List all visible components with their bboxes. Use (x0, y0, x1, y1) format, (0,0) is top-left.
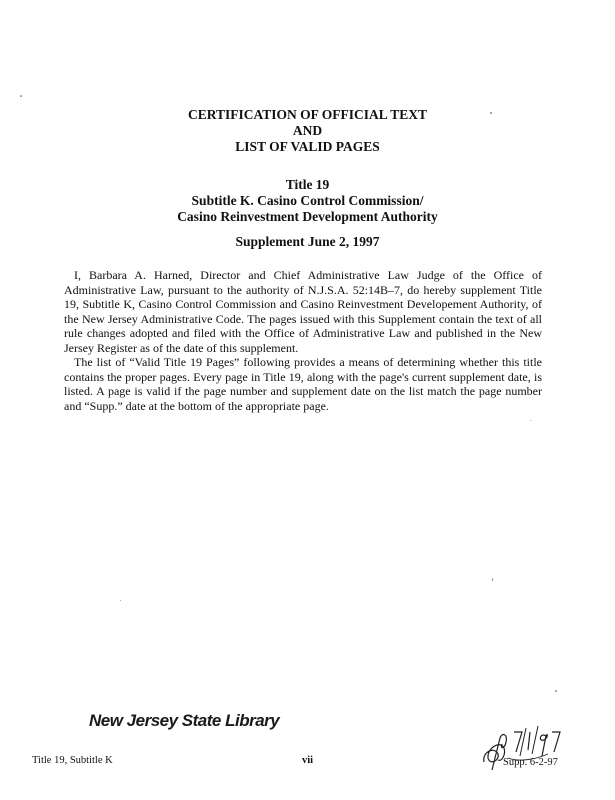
library-stamp: New Jersey State Library (89, 711, 280, 730)
scan-speck (20, 95, 22, 97)
certification-line-1: CERTIFICATION OF OFFICIAL TEXT (188, 107, 427, 122)
supplement-date (0, 234, 615, 250)
footer-supplement-date: Supp. 6-2-97 (503, 757, 558, 768)
scan-speck (555, 690, 557, 692)
certification-line-3: LIST OF VALID PAGES (235, 139, 380, 154)
scan-speck (120, 600, 121, 601)
scan-speck (530, 420, 531, 421)
body-paragraph-certification: I, Barbara A. Harned, Director and Chief Administrative Law Judge of the Office of Administrative Law, pursuant to the authority of N.J.S.A. 52:14B–7, do hereby supplement Title 19, Subtitle K, Casino Control Commission and Casino Reinvestment Developement Authority, of the New Jersey Administrative Code. The pages issued with this Supplement contain the text of all rule changes adopted and filed with the Office of Administrative Law and published in the New Jersey Register as of the date of this supplement. (64, 268, 542, 355)
certification-line-2: AND (292, 123, 323, 138)
footer-page-number: vii (302, 755, 314, 766)
subtitle-line-2: Casino Reinvestment Development Authority (177, 209, 438, 224)
scan-speck (490, 112, 492, 114)
body-paragraph-valid-pages: The list of “Valid Title 19 Pages” following provides a means of determining whether this title contains the proper pages. Every page in Title 19, along with the page's current supplement date, is listed. A page is valid if the page number and supplement date on the list match the page number and “Supp.” date at the bottom of the appropriate page. (64, 355, 542, 413)
supplement-date-text: Supplement June 2, 1997 (235, 234, 380, 249)
scan-speck (492, 578, 493, 581)
title-line: Title 19 (285, 177, 330, 192)
title-heading (0, 177, 615, 225)
footer-title: Title 19, Subtitle K (32, 755, 113, 766)
subtitle-line-1: Subtitle K. Casino Control Commission/ (191, 193, 424, 208)
certification-heading (0, 107, 615, 155)
